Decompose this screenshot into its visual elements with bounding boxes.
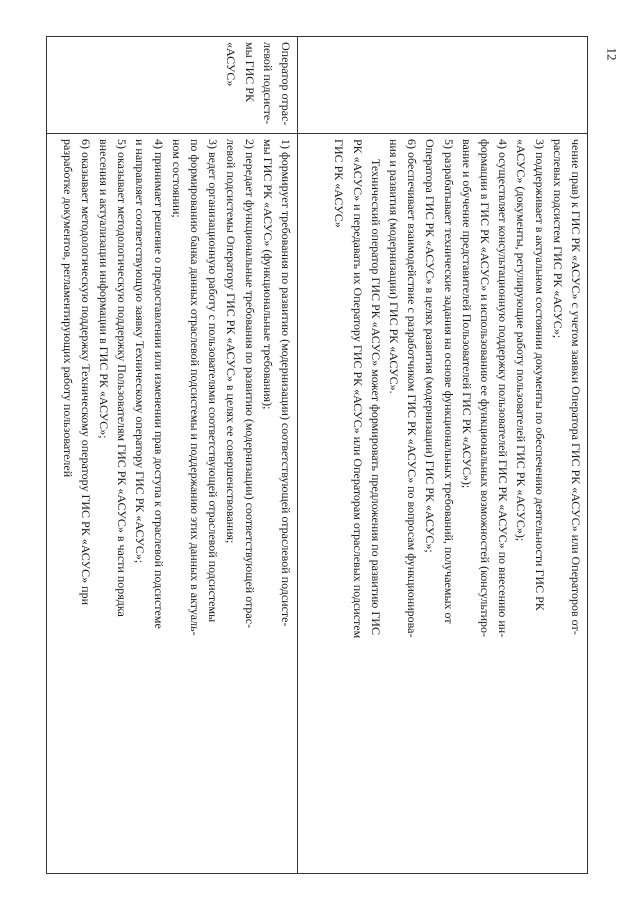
page-canvas [46,36,588,874]
text-line: Технический оператор ГИС РК «АСУС» может формировать предложения по развитию ГИС [368,159,383,635]
text-line: РК «АСУС» и передавать их Оператору ГИС РК «АСУС» или Операторам отраслевых подсистем [350,139,365,639]
text-line: 5) оказывает методологическую поддержку Пользователям ГИС РК «АСУС» в части порядка [115,139,130,617]
text-line: и направляет соответствующую заявку Техническому оператору ГИС РК «АСУС»; [133,139,148,564]
text-line: Оператора ГИС РК «АСУС» в целях развития (модернизации) ГИС РК «АСУС»; [423,139,438,553]
text-line: 6) обеспечивает взаимодействие с разработчиком ГИС РК «АСУС» по вопросам функционирова- [405,139,420,638]
text-line: левой подсистемы Оператору ГИС РК «АСУС» в целях ее совершенствования; [224,139,239,544]
text-line: чение прав) к ГИС РК «АСУС» с учетом заявки Оператора ГИС РК «АСУС» или Операторов от- [569,139,583,635]
role-line: мы ГИС РК [242,42,257,102]
text-line: разработке документов, регламентирующих работу пользователей [60,139,75,478]
role-cell [47,37,298,134]
role-cell-empty [298,37,588,134]
text-line: 4) осуществляет консультационную поддержку пользователей ГИС РК «АСУС» по внесению ин- [496,139,511,638]
text-line: «АСУС» (документы, регулирующие работу пользователей ГИС РК «АСУС»); [514,139,529,542]
text-line: 3) ведет организационную работу с пользователями соответствующей отраслевой подсистемы [206,139,221,623]
text-line: ГИС РК «АСУС» [332,139,347,228]
rotated-page [46,36,588,874]
role-line: Оператор отрас- [279,42,293,126]
text-line: 6) оказывает методологическую поддержку Техническому оператору ГИС РК «АСУС» при [78,139,93,605]
text-line: мы ГИС РК «АСУС» (функциональные требования); [260,139,275,410]
text-line: ном состоянии; [169,139,184,218]
text-line: ния и развития (модернизации) ГИС РК «АСУС». [386,139,401,394]
table-row [47,37,298,874]
table-row [298,37,588,874]
page-number: 12 [604,47,620,61]
text-line: вание и обучение представителей Пользователей ГИС РК «АСУС»); [459,139,474,489]
text-line: 2) передает функциональные требования по развитию (модернизации) соответствующей отрас- [242,139,257,629]
text-line: 5) разрабатывает технические задания на основе функциональных требований, получаемых от [441,139,456,624]
text-line: 4) принимает решение о предоставлении или изменении прав доступа к отраслевой подсистеме [151,139,166,629]
text-line: раслевых подсистем ГИС РК «АСУС»; [550,139,565,339]
text-line: 3) поддерживает в актуальном состоянии документы по обеспечению деятельности ГИС РК [532,139,547,611]
text-line: формации в ГИС РК «АСУС» и использованию ее функциональных возможностей (консультиро- [477,139,492,638]
roles-table [46,36,588,874]
duties-cell [47,134,298,874]
role-line: левой подсисте- [260,42,275,125]
duties-cell [298,134,588,874]
text-line: 1) формирует требования по развитию (модернизации) соответствующей отраслевой подсисте- [279,139,293,627]
text-line: внесения и актуализации информации в ГИС РК «АСУС»; [96,139,111,439]
text-line: по формированию банка данных отраслевой подсистемы и поддержанию этих данных в актуаль- [187,139,202,636]
role-line: «АСУС» [224,42,239,87]
